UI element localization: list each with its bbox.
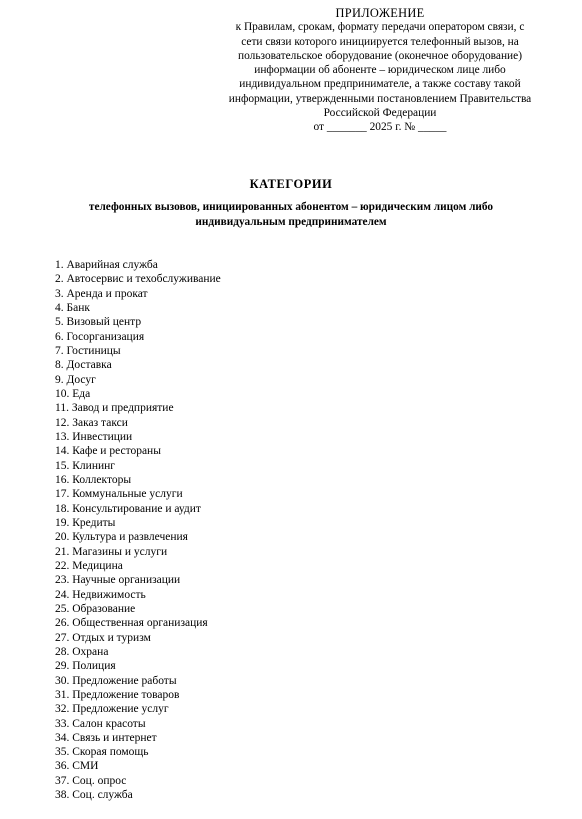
category-item: 27. Отдых и туризм bbox=[55, 631, 151, 644]
category-list bbox=[55, 258, 221, 802]
category-item: 12. Заказ такси bbox=[55, 416, 128, 429]
appendix-line: пользовательское оборудование (оконечное оборудование) bbox=[238, 49, 522, 62]
category-item: 25. Образование bbox=[55, 602, 136, 615]
category-item: 8. Доставка bbox=[55, 359, 112, 372]
appendix-title: ПРИЛОЖЕНИЕ bbox=[335, 6, 425, 20]
appendix-line: индивидуальном предпринимателе, а также составу такой bbox=[239, 78, 521, 91]
category-item: 21. Магазины и услуги bbox=[55, 545, 168, 558]
category-item: 10. Еда bbox=[55, 387, 91, 400]
category-item: 6. Госорганизация bbox=[55, 330, 145, 343]
appendix-line: информации об абоненте – юридическом лице либо bbox=[254, 64, 506, 77]
category-item: 14. Кафе и рестораны bbox=[55, 445, 161, 458]
document-heading: КАТЕГОРИИ bbox=[249, 177, 333, 191]
category-item: 18. Консультирование и аудит bbox=[55, 502, 201, 515]
appendix-line: информации, утвержденными постановлением Правительства bbox=[228, 92, 532, 105]
category-item: 2. Автосервис и техобслуживание bbox=[55, 273, 221, 286]
subheading-line: индивидуальным предпринимателем bbox=[195, 215, 387, 228]
category-item: 38. Соц. служба bbox=[55, 789, 133, 802]
appendix-line: Российской Федерации bbox=[323, 107, 437, 120]
category-item: 29. Полиция bbox=[55, 660, 116, 673]
category-item: 28. Охрана bbox=[55, 645, 109, 658]
category-item: 13. Инвестиции bbox=[55, 430, 133, 443]
appendix-block bbox=[210, 6, 550, 135]
category-item: 26. Общественная организация bbox=[55, 617, 208, 630]
category-item: 9. Досуг bbox=[55, 373, 96, 386]
category-item: 1. Аварийная служба bbox=[55, 259, 158, 271]
category-item: 15. Клининг bbox=[55, 459, 115, 472]
appendix-line: от _______ 2025 г. № _____ bbox=[313, 121, 447, 134]
category-item: 36. СМИ bbox=[55, 760, 99, 773]
category-item: 33. Салон красоты bbox=[55, 717, 146, 730]
category-item: 23. Научные организации bbox=[55, 574, 181, 587]
category-item: 22. Медицина bbox=[55, 559, 123, 572]
category-item: 7. Гостиницы bbox=[55, 344, 121, 357]
document-subheading bbox=[40, 200, 542, 229]
appendix-line: к Правилам, срокам, формату передачи оператором связи, с bbox=[235, 21, 525, 34]
category-item: 34. Связь и интернет bbox=[55, 731, 157, 744]
category-item: 31. Предложение товаров bbox=[55, 688, 180, 701]
subheading-line: телефонных вызовов, инициированных абонентом – юридическим лицом либо bbox=[88, 201, 494, 213]
category-item: 37. Соц. опрос bbox=[55, 774, 127, 787]
category-item: 30. Предложение работы bbox=[55, 674, 177, 687]
category-item: 19. Кредиты bbox=[55, 516, 116, 529]
category-item: 35. Скорая помощь bbox=[55, 746, 149, 759]
category-item: 5. Визовый центр bbox=[55, 316, 142, 329]
category-item: 11. Завод и предприятие bbox=[55, 402, 174, 415]
category-item: 16. Коллекторы bbox=[55, 473, 132, 486]
category-item: 3. Аренда и прокат bbox=[55, 287, 148, 300]
category-item: 32. Предложение услуг bbox=[55, 703, 169, 716]
category-item: 17. Коммунальные услуги bbox=[55, 488, 183, 501]
category-item: 20. Культура и развлечения bbox=[55, 531, 188, 544]
category-item: 24. Недвижимость bbox=[55, 588, 146, 601]
category-item: 4. Банк bbox=[55, 301, 90, 314]
appendix-line: сети связи которого инициируется телефонный вызов, на bbox=[241, 35, 519, 48]
